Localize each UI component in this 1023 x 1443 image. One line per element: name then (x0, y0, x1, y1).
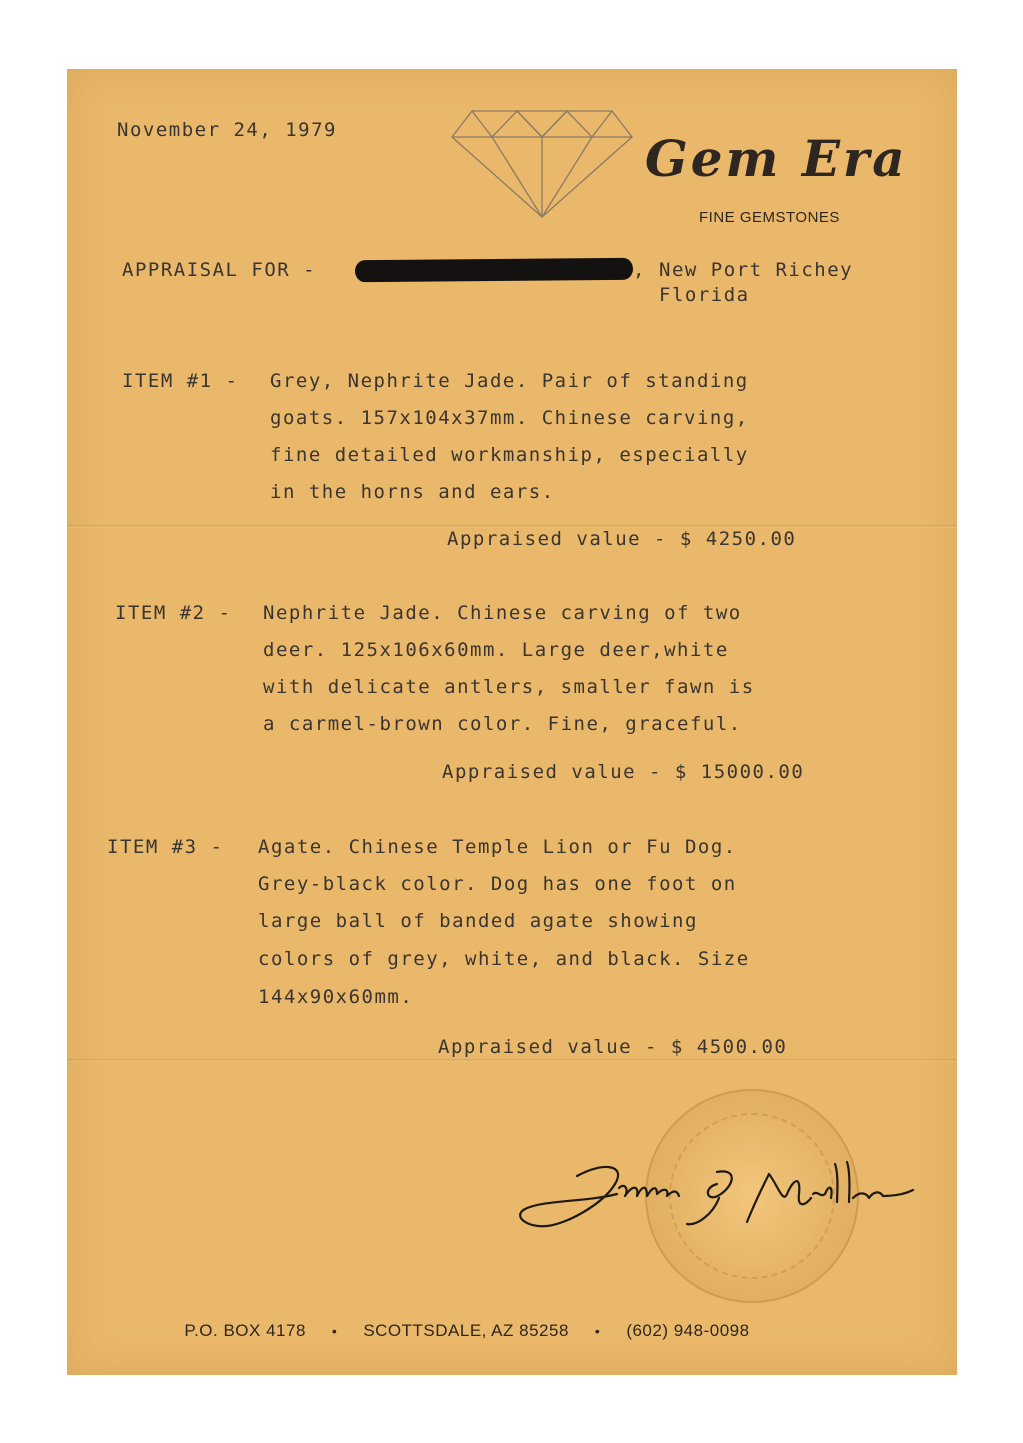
item-description-line: Grey, Nephrite Jade. Pair of standing (270, 370, 749, 392)
item-description-line: 144x90x60mm. (258, 986, 414, 1008)
item-description-line: colors of grey, white, and black. Size (258, 948, 750, 970)
appraised-value: Appraised value - $ 15000.00 (442, 761, 805, 783)
item-label: ITEM #1 - (122, 370, 239, 392)
item-description-line: Nephrite Jade. Chinese carving of two (263, 602, 742, 624)
appraisal-comma: , (633, 259, 646, 281)
item-label: ITEM #2 - (115, 602, 232, 624)
po-box: P.O. BOX 4178 (184, 1321, 306, 1340)
letter-date: November 24, 1979 (117, 119, 337, 141)
item-description-line: a carmel-brown color. Fine, graceful. (263, 713, 742, 735)
appraised-value: Appraised value - $ 4500.00 (438, 1036, 788, 1058)
appraised-value: Appraised value - $ 4250.00 (447, 528, 797, 550)
item-label: ITEM #3 - (107, 836, 224, 858)
phone-number: (602) 948-0098 (626, 1321, 750, 1340)
signature (507, 1154, 917, 1244)
diamond-icon (447, 99, 637, 219)
item-description-line: fine detailed workmanship, especially (270, 444, 749, 466)
fold-crease (67, 1059, 957, 1062)
item-description-line: Grey-black color. Dog has one foot on (258, 873, 737, 895)
company-tagline: FINE GEMSTONES (699, 209, 840, 226)
separator-bullet: • (331, 1323, 338, 1339)
item-description-line: deer. 125x106x60mm. Large deer,white (263, 639, 729, 661)
item-description-line: goats. 157x104x37mm. Chinese carving, (270, 407, 749, 429)
location-city: New Port Richey (659, 259, 854, 281)
company-logo: Gem Era (645, 129, 908, 188)
city-address: SCOTTSDALE, AZ 85258 (363, 1321, 569, 1340)
letterhead-footer (67, 1321, 867, 1341)
item-description-line: with delicate antlers, smaller fawn is (263, 676, 755, 698)
item-description-line: Agate. Chinese Temple Lion or Fu Dog. (258, 836, 737, 858)
appraisal-for-label: APPRAISAL FOR - (122, 259, 317, 281)
appraisal-letter (67, 69, 957, 1375)
separator-bullet: • (594, 1323, 601, 1339)
item-description-line: in the horns and ears. (270, 481, 555, 503)
location-state: Florida (659, 284, 750, 306)
redacted-client-name (355, 258, 633, 282)
item-description-line: large ball of banded agate showing (258, 910, 698, 932)
